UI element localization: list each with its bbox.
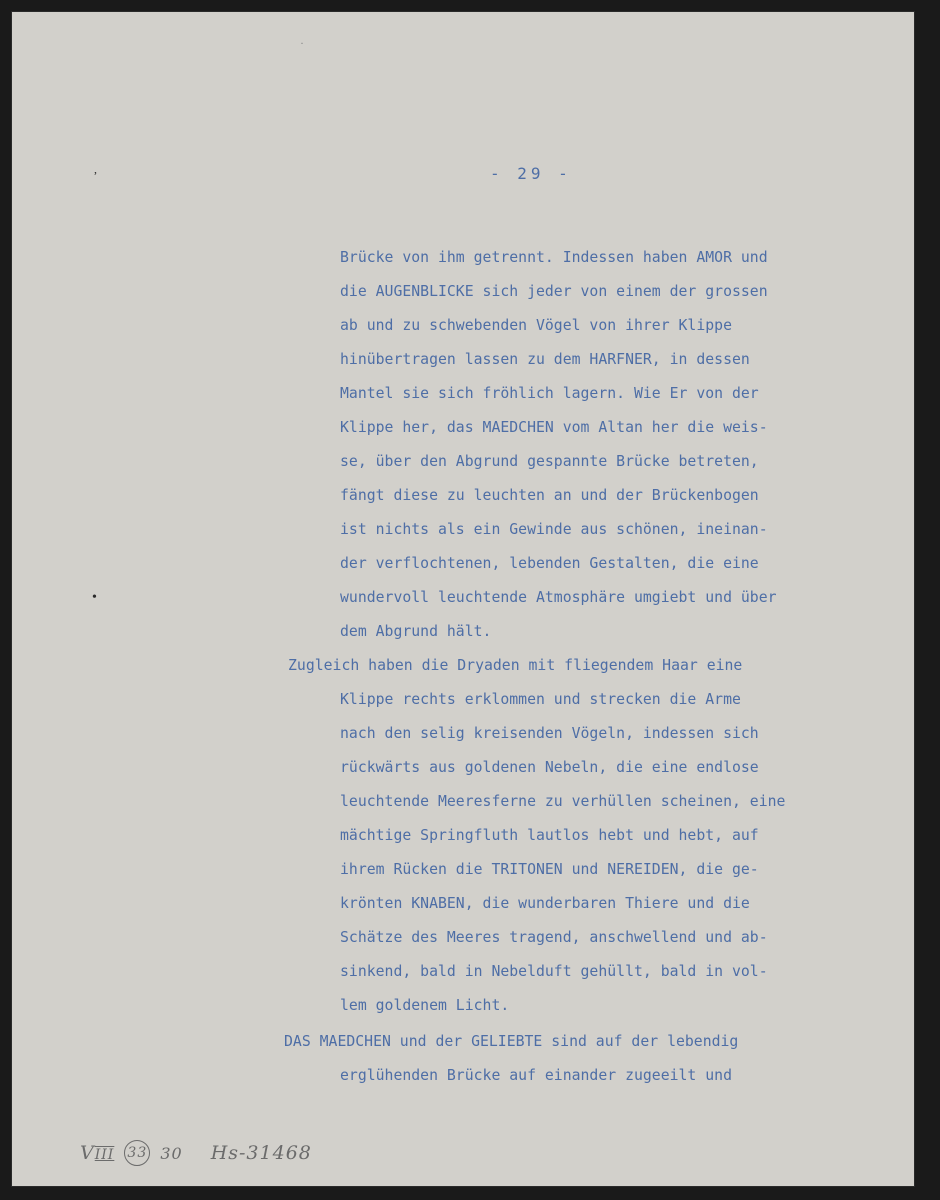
document-page: [12, 12, 914, 1186]
text-line: Klippe rechts erklommen und strecken die Arme: [340, 691, 741, 708]
text-line: mächtige Springfluth lautlos hebt und hebt, auf: [340, 827, 759, 844]
paragraph-3: [284, 1025, 738, 1093]
text-line: ist nichts als ein Gewinde aus schönen, ineinan-: [340, 521, 768, 538]
paper-speck: ·: [300, 36, 304, 50]
text-line: se, über den Abgrund gespannte Brücke betreten,: [340, 453, 759, 470]
text-line: lem goldenem Licht.: [340, 997, 510, 1014]
text-line: leuchtende Meeresferne zu verhüllen scheinen, eine: [340, 793, 786, 810]
archive-number: 30: [160, 1143, 183, 1163]
text-line: Schätze des Meeres tragend, anschwellend und ab-: [340, 929, 768, 946]
text-line: Zugleich haben die Dryaden mit fliegendem Haar eine: [288, 657, 743, 674]
paper-speck: •: [92, 590, 97, 605]
text-line: DAS MAEDCHEN und der GELIEBTE sind auf der lebendig: [284, 1033, 739, 1050]
text-line: Brücke von ihm getrennt. Indessen haben AMOR und: [340, 249, 768, 266]
text-line: Mantel sie sich fröhlich lagern. Wie Er von der: [340, 385, 759, 402]
archive-signature: Hs-31468: [210, 1142, 312, 1164]
text-line: der verflochtenen, lebenden Gestalten, die eine: [340, 555, 759, 572]
text-line: die AUGENBLICKE sich jeder von einem der grossen: [340, 283, 768, 300]
archive-stamp: [80, 1140, 312, 1166]
text-line: rückwärts aus goldenen Nebeln, die eine endlose: [340, 759, 759, 776]
text-line: nach den selig kreisenden Vögeln, indessen sich: [340, 725, 759, 742]
paragraph-2: [288, 649, 785, 1023]
archive-prefix: V: [80, 1142, 95, 1164]
page-number: - 29 -: [490, 164, 572, 183]
text-line: erglühenden Brücke auf einander zugeeilt und: [340, 1067, 732, 1084]
text-line: krönten KNABEN, die wunderbaren Thiere und die: [340, 895, 750, 912]
text-line: wundervoll leuchtende Atmosphäre umgiebt und über: [340, 589, 777, 606]
text-line: fängt diese zu leuchten an und der Brückenbogen: [340, 487, 759, 504]
paper-speck: ,: [94, 162, 97, 176]
text-line: dem Abgrund hält.: [340, 623, 492, 640]
text-line: Klippe her, das MAEDCHEN vom Altan her die weis-: [340, 419, 768, 436]
text-line: sinkend, bald in Nebelduft gehüllt, bald in vol-: [340, 963, 768, 980]
text-line: hinübertragen lassen zu dem HARFNER, in dessen: [340, 351, 750, 368]
text-line: ihrem Rücken die TRITONEN und NEREIDEN, die ge-: [340, 861, 759, 878]
archive-roman: III: [94, 1147, 115, 1163]
text-line: ab und zu schwebenden Vögel von ihrer Klippe: [340, 317, 732, 334]
archive-circled-number: 33: [124, 1140, 150, 1166]
paragraph-1: [340, 241, 777, 649]
